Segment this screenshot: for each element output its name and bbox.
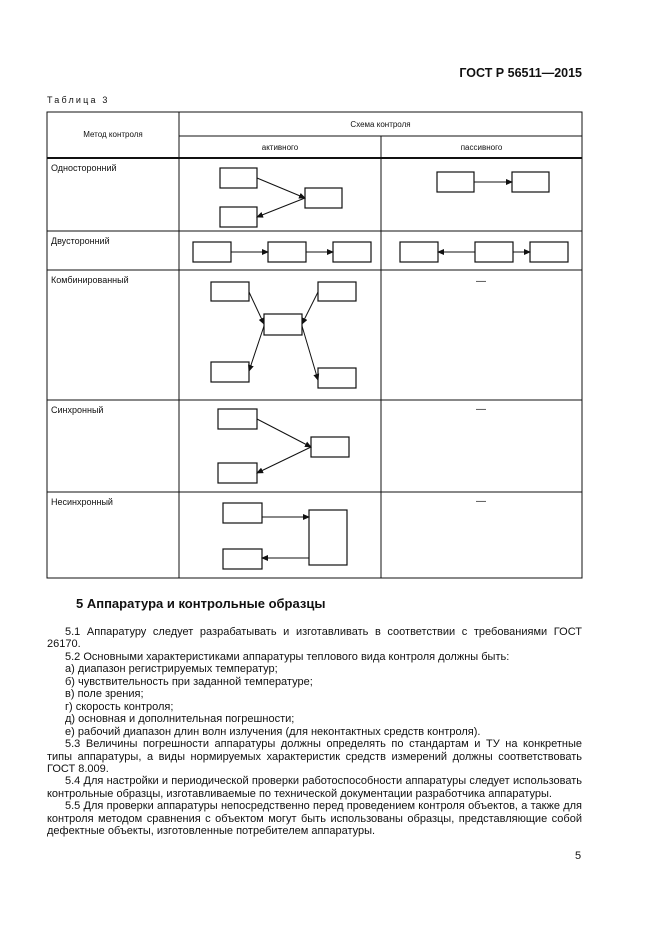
header-active: активного: [261, 143, 299, 152]
passive-dash: —: [476, 404, 486, 415]
section-body: [47, 626, 582, 838]
paragraph: 5.2 Основными характеристиками аппаратуры теплового вида контроля должны быть:: [65, 650, 510, 663]
list-item: а) диапазон регистрируемых температур;: [65, 663, 278, 676]
paragraph: 5.3 Величины погрешности аппаратуры должны определять по стандартам и ТУ на конкретные типы аппаратуры, а виды нормируемых характеристик средств измерений должны соответствовать ГОСТ 8.009.: [47, 738, 582, 775]
passive-dash: —: [476, 276, 486, 287]
row-method: Двусторонний: [51, 236, 110, 246]
row-method: Односторонний: [51, 163, 117, 173]
header-scheme: Схема контроля: [350, 120, 411, 129]
document-id: ГОСТ Р 56511—2015: [459, 66, 582, 80]
list-item: д) основная и дополнительная погрешности;: [65, 713, 295, 726]
page-number: 5: [575, 850, 582, 862]
list-item: в) поле зрения;: [65, 688, 144, 701]
section-title: 5 Аппаратура и контрольные образцы: [76, 596, 326, 611]
list-item: г) скорость контроля;: [65, 700, 174, 713]
paragraph: 5.5 Для проверки аппаратуры непосредственно перед проведением контроля объектов, а также для контроля методом сравнения с объектом могут быть использованы образцы, представляющие собой дефектные объекты, изготовленные потребителем аппаратуры.: [47, 800, 582, 838]
paragraph: 5.4 Для настройки и периодической проверки работоспособности аппаратуры следует использовать контрольные образцы, изготавливаемые по технической документации разработчика аппаратуры.: [47, 775, 582, 800]
list-item: е) рабочий диапазон длин волн излучения (для неконтактных средств контроля).: [65, 725, 481, 738]
list-item: б) чувствительность при заданной температуре;: [65, 675, 313, 688]
header-method: Метод контроля: [83, 130, 143, 139]
row-method: Комбинированный: [51, 275, 129, 285]
table-caption: Таблица 3: [47, 95, 110, 105]
row-method: Несинхронный: [51, 497, 113, 507]
header-passive: пассивного: [460, 143, 503, 152]
row-method: Синхронный: [51, 405, 104, 415]
passive-dash: —: [476, 496, 486, 507]
paragraph: 5.1 Аппаратуру следует разрабатывать и изготавливать в соответствии с требованиями ГОСТ 26170.: [47, 626, 582, 651]
